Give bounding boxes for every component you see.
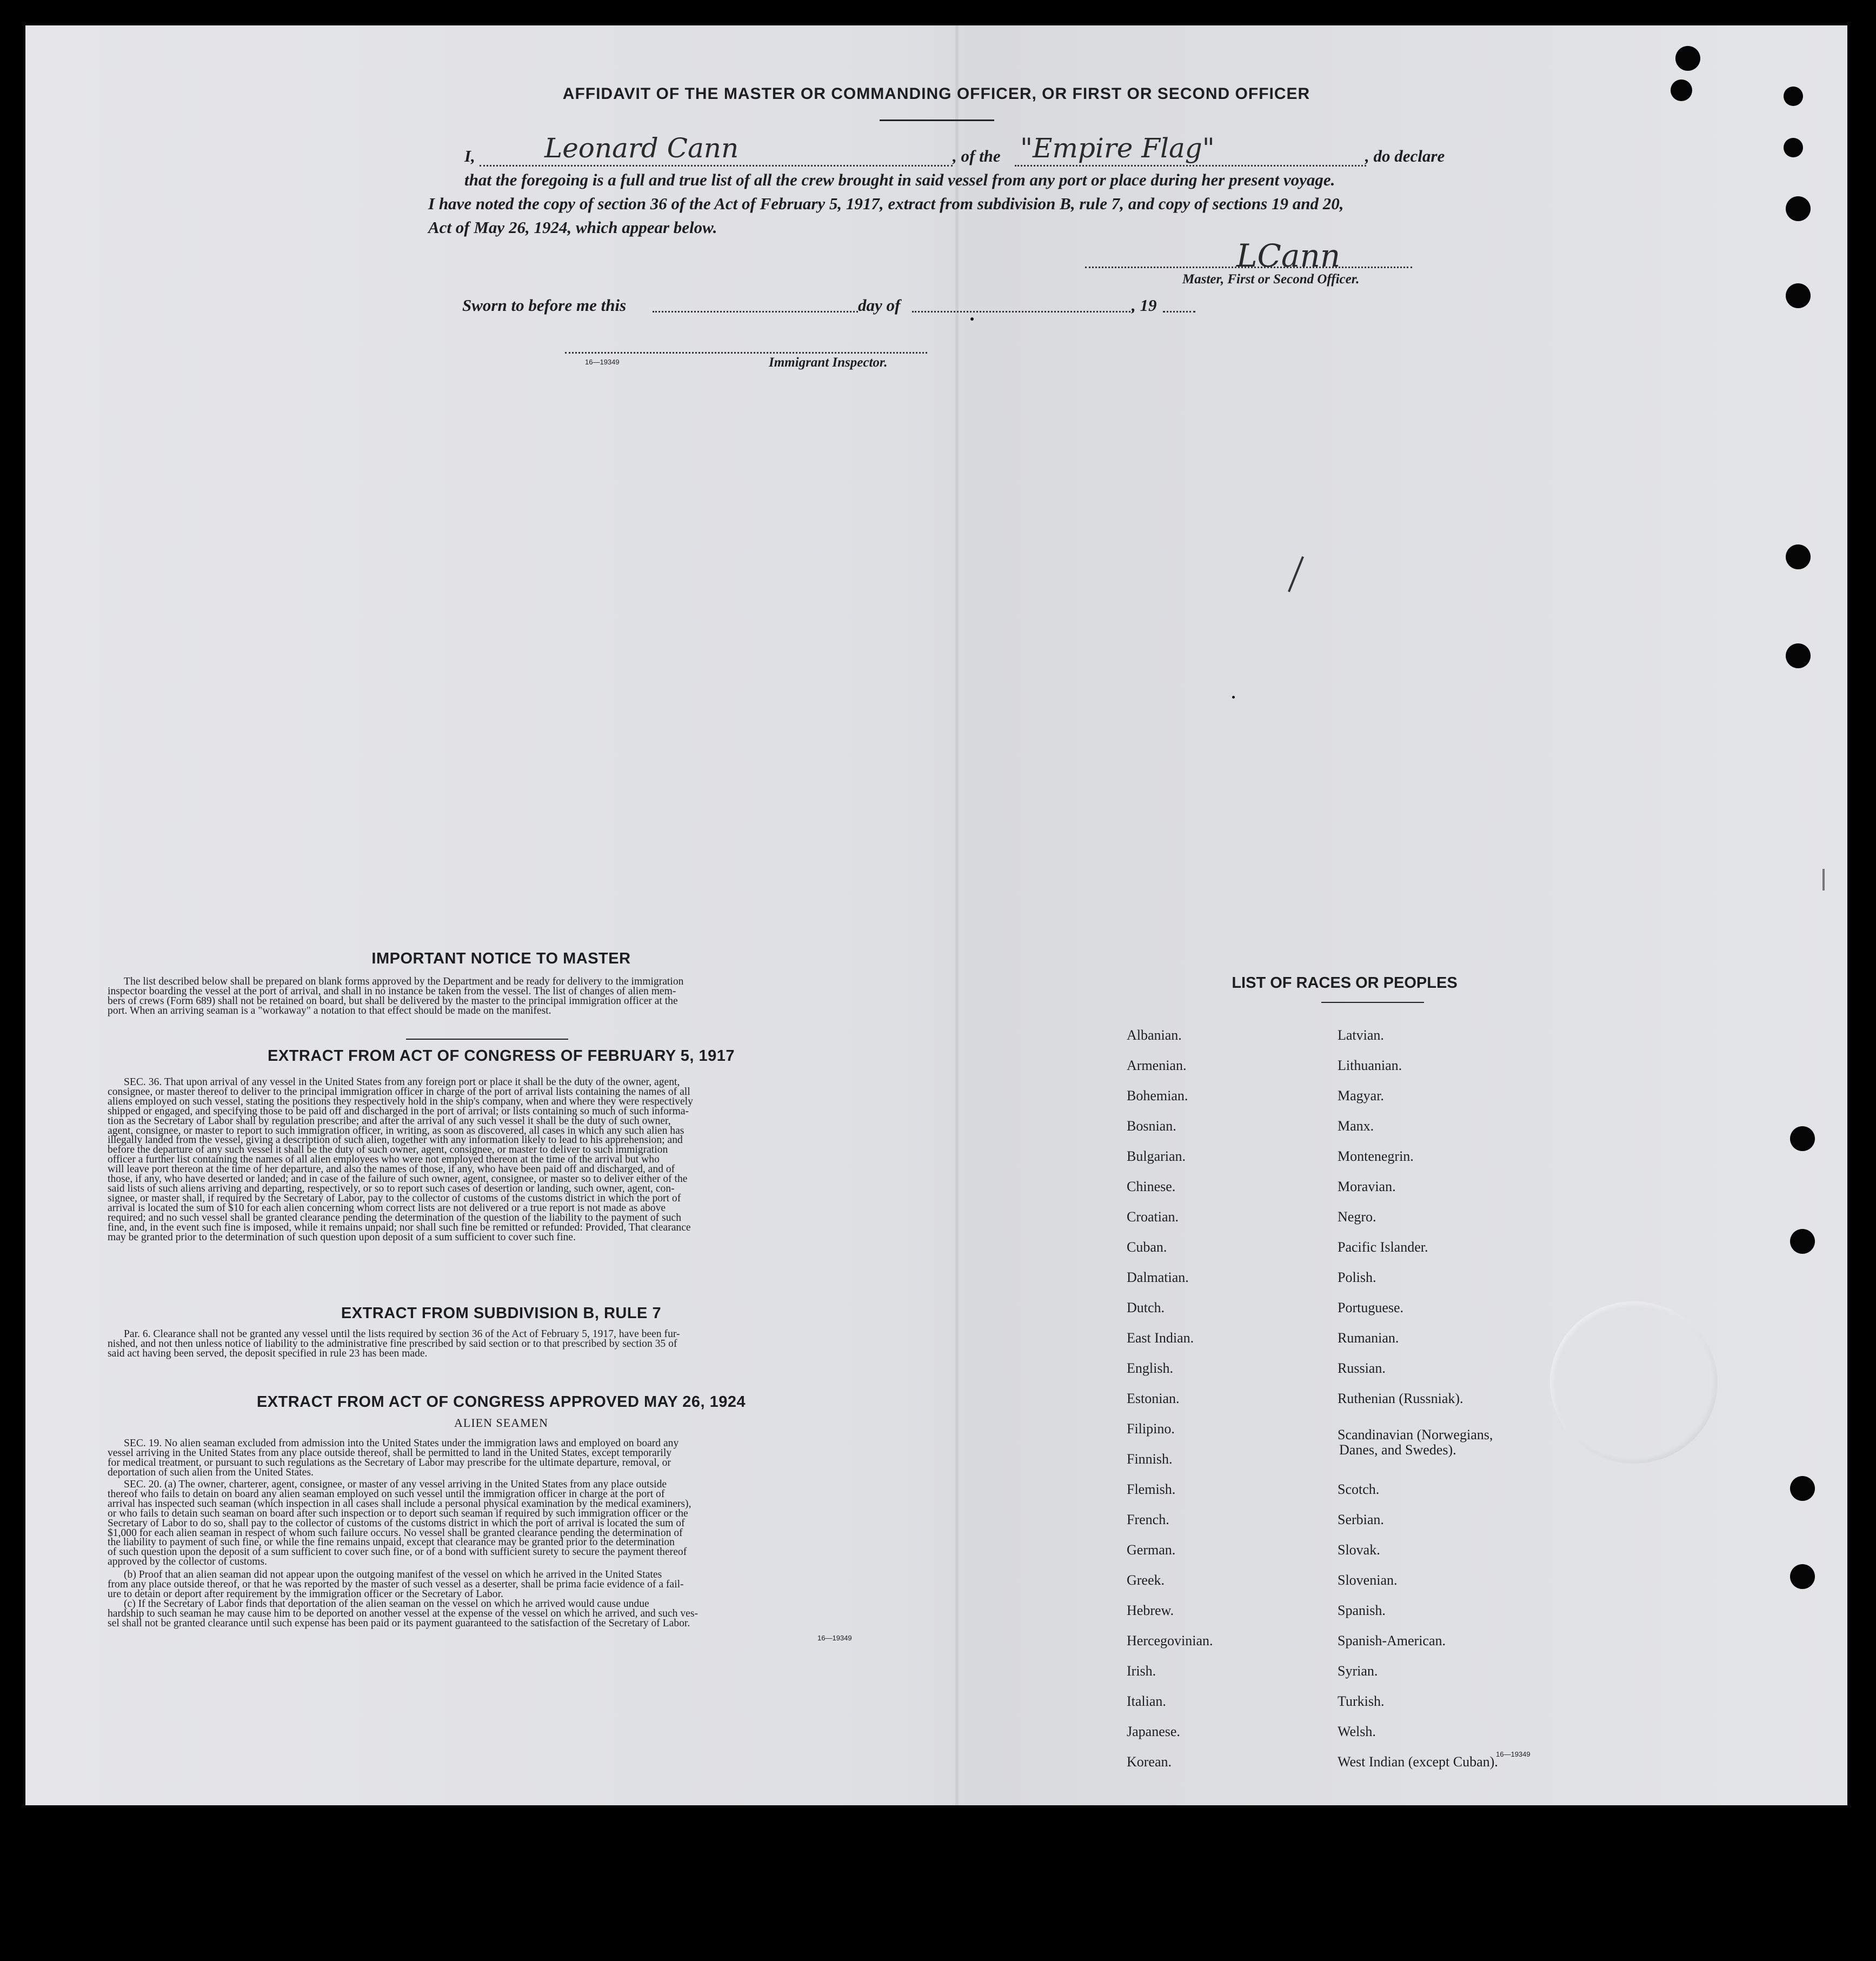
race-item: Russian. bbox=[1338, 1360, 1386, 1376]
extract-1917-title: EXTRACT FROM ACT OF CONGRESS OF FEBRUARY 5, 1917 bbox=[267, 1047, 735, 1065]
year-label: , 19 bbox=[1132, 296, 1157, 315]
punch-hole bbox=[1790, 1564, 1815, 1589]
sec-20a-body: SEC. 20. (a) The owner, charterer, agent, consignee, or master of any vessel arriving in the United States from any place outside thereof who fails to detain on board any alien seaman employed on such vessel until the immigration officer in charge at the port of arrival has inspected such seaman (which inspection in all cases shall include a personal physical examination by the medical examiners), or who fails to detain such seaman on board after such inspection or to deport such seaman if required by such immigration officer or the Secretary of Labor to do so, shall pay to the collector of customs of the customs district in which the port of arrival is located the sum of $1,000 for each alien seaman in respect of whom such failure occurs. No vessel shall be granted clearance pending the determination of the liability to payment of such fine, or while the fine remains unpaid, except that clearance may be granted prior to the determination of such question upon the deposit of a sum sufficient to cover such fine, or of a bond with sufficient surety to secure the payment thereof approved by the collector of customs. bbox=[108, 1479, 691, 1568]
sworn-day-line bbox=[653, 311, 858, 313]
race-item: Dalmatian. bbox=[1127, 1269, 1189, 1285]
extract-1924-title: EXTRACT FROM ACT OF CONGRESS APPROVED MAY 26, 1924 bbox=[256, 1393, 746, 1411]
affidavit-i-label: I, bbox=[464, 147, 475, 165]
race-item: Albanian. bbox=[1127, 1027, 1182, 1043]
punch-hole bbox=[1786, 643, 1811, 668]
form-number: 16—19349 bbox=[817, 1634, 852, 1642]
master-name-handwritten: Leonard Cann bbox=[544, 132, 739, 164]
sworn-label: Sworn to before me this bbox=[462, 296, 627, 315]
form-number: 16—19349 bbox=[1496, 1750, 1531, 1758]
race-item: Croatian. bbox=[1127, 1209, 1179, 1225]
race-item: Hebrew. bbox=[1127, 1603, 1174, 1618]
race-item: Welsh. bbox=[1338, 1724, 1376, 1739]
race-item: Bohemian. bbox=[1127, 1088, 1188, 1104]
signature-line bbox=[1085, 267, 1412, 268]
race-item: Manx. bbox=[1338, 1118, 1374, 1134]
race-item: Spanish-American. bbox=[1338, 1633, 1446, 1648]
race-item: Negro. bbox=[1338, 1209, 1376, 1225]
race-item: German. bbox=[1127, 1542, 1176, 1558]
affidavit-line-3: I have noted the copy of section 36 of the Act of February 5, 1917, extract from subdivision B, rule 7, and copy of sections 19 and 20, bbox=[428, 194, 1344, 213]
race-item: Bosnian. bbox=[1127, 1118, 1176, 1134]
race-item: East Indian. bbox=[1127, 1330, 1194, 1346]
affidavit-line-2: that the foregoing is a full and true list of all the crew brought in said vessel from any port or place during her present voyage. bbox=[464, 170, 1335, 189]
races-title: LIST OF RACES OR PEOPLES bbox=[1232, 974, 1458, 992]
signature-caption: Master, First or Second Officer. bbox=[1182, 272, 1360, 287]
race-item: Portuguese. bbox=[1338, 1300, 1404, 1315]
document-sheet bbox=[25, 25, 1847, 1805]
subdivision-b-body: Par. 6. Clearance shall not be granted any vessel until the lists required by section 36 of the Act of February 5, 1917, have been fur- nished, and not then unless notice of liability to the administrative fine prescribed by said section or to that prescribed by section 35 of said act having been served, the deposit specified in rule 23 has been made. bbox=[108, 1328, 680, 1359]
race-item: English. bbox=[1127, 1360, 1173, 1376]
race-item: Serbian. bbox=[1338, 1512, 1384, 1527]
race-item: Polish. bbox=[1338, 1269, 1376, 1285]
race-item: Spanish. bbox=[1338, 1603, 1386, 1618]
punch-hole bbox=[1786, 544, 1811, 569]
race-item: Slovak. bbox=[1338, 1542, 1380, 1558]
sec-20c-body: (c) If the Secretary of Labor finds that deportation of the alien seaman on the vessel on which he arrived would cause undue hardship to such seaman he may cause him to be deported on another vessel at the expense of the vessel on which he arrived, and such ves- sel shall not be granted clearance until such expense has been paid or its payment guaranteed to the satisfaction of the Secretary of Labor. bbox=[108, 1598, 698, 1629]
race-item: Montenegrin. bbox=[1338, 1148, 1414, 1164]
sec-20b-body: (b) Proof that an alien seaman did not appear upon the outgoing manifest of the vessel on which he arrived in the United States from any place outside thereof, or that he was reported by the master of such vessel as a deserter, shall be prima facie evidence of a fail- ure to detain or deport after requirement by the immigration officer or the Secretary of Labor. bbox=[108, 1569, 684, 1600]
pen-mark bbox=[1288, 556, 1304, 592]
race-item: Hercegovinian. bbox=[1127, 1633, 1213, 1648]
race-item: Magyar. bbox=[1338, 1088, 1384, 1104]
do-declare-label: , do declare bbox=[1365, 147, 1445, 165]
race-item: Irish. bbox=[1127, 1663, 1156, 1679]
vessel-name-handwritten: "Empire Flag" bbox=[1020, 132, 1215, 164]
race-item: Rumanian. bbox=[1338, 1330, 1399, 1346]
race-item: Korean. bbox=[1127, 1754, 1172, 1770]
sworn-month-line bbox=[912, 311, 1134, 313]
race-item: West Indian (except Cuban). bbox=[1338, 1754, 1498, 1770]
embossed-seal bbox=[1550, 1301, 1718, 1464]
race-item: French. bbox=[1127, 1512, 1169, 1527]
race-item: Scotch. bbox=[1338, 1481, 1380, 1497]
sec-19-body: SEC. 19. No alien seaman excluded from admission into the United States under the immigration laws and employed on board any vessel arriving in the United States from any place outside thereof, shall be permitted to land in the United States, except temporarily for medical treatment, or pursuant to such regulations as the Secretary of Labor may prescribe for the ultimate departure, removal, or deportation of such alien from the United States. bbox=[108, 1438, 679, 1478]
name-fill-line bbox=[480, 165, 953, 167]
race-item: Ruthenian (Russniak). bbox=[1338, 1391, 1463, 1406]
page-fold bbox=[955, 25, 959, 1805]
race-item: Chinese. bbox=[1127, 1179, 1176, 1194]
race-item: Pacific Islander. bbox=[1338, 1239, 1428, 1255]
form-number: 16—19349 bbox=[585, 358, 620, 366]
alien-seamen-subtitle: ALIEN SEAMEN bbox=[454, 1416, 548, 1430]
race-item: Italian. bbox=[1127, 1693, 1166, 1709]
subdivision-b-title: EXTRACT FROM SUBDIVISION B, RULE 7 bbox=[341, 1305, 662, 1322]
race-item: Lithuanian. bbox=[1338, 1058, 1402, 1073]
race-item: Armenian. bbox=[1127, 1058, 1187, 1073]
speck bbox=[1232, 696, 1235, 699]
inspector-line bbox=[565, 352, 927, 354]
notice-title: IMPORTANT NOTICE TO MASTER bbox=[371, 950, 631, 967]
race-item: Danes, and Swedes). bbox=[1339, 1442, 1456, 1458]
punch-hole bbox=[1675, 46, 1700, 71]
extract-1917-body: SEC. 36. That upon arrival of any vessel in the United States from any foreign port or place it shall be the duty of the owner, agent, consignee, or master thereof to deliver to the principal immigration officer in charge of the port of arrival lists containing the names of all aliens employed on such vessel, stating the positions they respectively hold in the ship's company, when and where they were respectively shipped or engaged, and specifying those to be paid off and discharged in the port of arrival; or lists containing so much of such informa- tion as the Secretary of Labor shall by regulation prescribe; and after the arrival of any such vessel it shall be the duty of such owner, agent, consignee, or master to report to such immigration officer, in writing, as soon as discovered, all cases in which any such alien has illegally landed from the vessel, giving a description of such alien, together with any information likely to lead to his apprehension; and before the departure of any such vessel it shall be the duty of such owner, agent, consignee, or master to deliver to such immigration officer a further list containing the names of all alien employees who were not employed thereon at the time of the arrival but who will leave port thereon at the time of her departure, and also the names of those, if any, who have been paid off and discharged, and of those, if any, who have deserted or landed; and in case of the failure of such owner, agent, consignee, or master so to deliver either of the said lists of such aliens arriving and departing, respectively, or so to report such cases of desertion or landing, such owner, agent, con- signee, or master shall, if required by the Secretary of Labor, pay to the collector of customs of the customs district in which the port of arrival is located the sum of $10 for each alien concerning whom correct lists are not delivered or a true report is not made as above required; and no such vessel shall be granted clearance pending the determination of the question of the liability to the payment of such fine, and, in the event such fine is imposed, while it remains unpaid; nor shall such fine be remitted or refunded: Provided, That clearance may be granted prior to the determination of such question upon deposit of a sum sufficient to cover such fine. bbox=[108, 1076, 693, 1243]
race-item: Flemish. bbox=[1127, 1481, 1176, 1497]
title-rule bbox=[880, 119, 994, 121]
punch-hole bbox=[1790, 1126, 1815, 1151]
race-item: Turkish. bbox=[1338, 1693, 1385, 1709]
race-item: Estonian. bbox=[1127, 1391, 1180, 1406]
race-item: Greek. bbox=[1127, 1572, 1165, 1588]
year-line bbox=[1163, 311, 1195, 313]
inspector-caption: Immigrant Inspector. bbox=[769, 355, 888, 370]
day-of-label: day of bbox=[858, 296, 901, 315]
notice-body: The list described below shall be prepared on blank forms approved by the Department and be ready for delivery to the immigration inspector boarding the vessel at the port of arrival, and shall in no instance be taken from the vessel. The list of changes of alien mem- bers of crews (Form 689) shall not be retained on board, but shall be delivered by the master to the principal immigration officer at the port. When an arriving seaman is a "workaway" a notation to that effect should be made on the manifest. bbox=[108, 976, 684, 1016]
speck bbox=[1822, 869, 1825, 890]
race-item: Bulgarian. bbox=[1127, 1148, 1186, 1164]
affidavit-title: AFFIDAVIT OF THE MASTER OR COMMANDING OFFICER, OR FIRST OR SECOND OFFICER bbox=[562, 85, 1310, 103]
race-item: Scandinavian (Norwegians, bbox=[1338, 1427, 1493, 1443]
vessel-fill-line bbox=[1015, 165, 1366, 167]
master-signature: LCann bbox=[1236, 237, 1341, 274]
speck bbox=[970, 317, 974, 321]
race-item: Finnish. bbox=[1127, 1451, 1173, 1467]
punch-hole bbox=[1786, 283, 1811, 308]
race-item: Cuban. bbox=[1127, 1239, 1167, 1255]
punch-hole bbox=[1786, 196, 1811, 221]
race-item: Dutch. bbox=[1127, 1300, 1165, 1315]
of-the-label: , of the bbox=[953, 147, 1001, 165]
punch-hole bbox=[1790, 1476, 1815, 1501]
race-item: Japanese. bbox=[1127, 1724, 1180, 1739]
punch-hole bbox=[1784, 138, 1803, 157]
race-item: Latvian. bbox=[1338, 1027, 1384, 1043]
race-item: Moravian. bbox=[1338, 1179, 1396, 1194]
punch-hole bbox=[1790, 1229, 1815, 1254]
race-item: Filipino. bbox=[1127, 1421, 1175, 1437]
affidavit-line-4: Act of May 26, 1924, which appear below. bbox=[428, 218, 717, 237]
race-item: Syrian. bbox=[1338, 1663, 1378, 1679]
races-title-rule bbox=[1321, 1002, 1424, 1003]
section-rule bbox=[406, 1039, 568, 1040]
race-item: Slovenian. bbox=[1338, 1572, 1398, 1588]
